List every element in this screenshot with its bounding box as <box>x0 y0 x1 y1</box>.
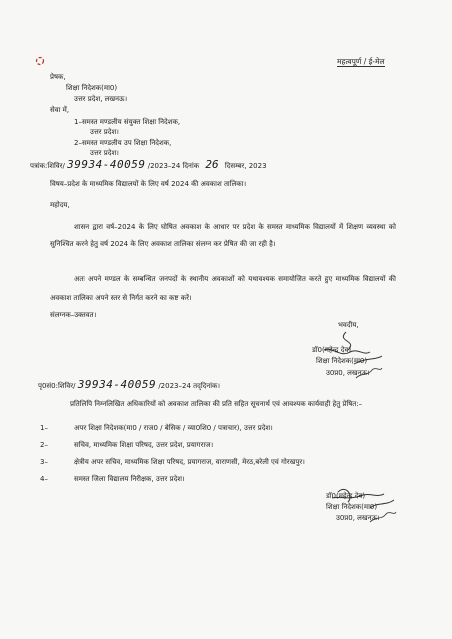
sender-place: उत्तर प्रदेश, लखनऊ। <box>74 95 128 103</box>
copy-list-item <box>40 441 305 458</box>
salutation: महोदय, <box>50 201 70 209</box>
reference-label: पत्रांक:शिविर/ <box>30 162 65 170</box>
copy-list-item <box>40 475 305 492</box>
red-mark-icon <box>34 55 46 67</box>
copy-intro: प्रतिलिपि निम्नलिखित अधिकारियों को अवकाश तालिका की प्रति सहित सूचनार्थ एवं आवश्यक कार्यवाही हेतु प्रेषित:– <box>70 400 363 408</box>
enclosure-note: संलग्नक–उक्तवत। <box>50 311 97 319</box>
recipient-1-line2: उत्तर प्रदेश। <box>90 128 119 136</box>
recipient-2-line1: 2–समस्त मण्डलीय उप शिक्षा निदेशक, <box>74 139 172 147</box>
signatory-2-place: उ0प्र0, लखनऊ। <box>336 514 380 522</box>
to-label: सेवा में, <box>50 106 70 114</box>
classification-label: महत्वपूर्ण / ई-मेल <box>337 57 385 66</box>
reference-line <box>30 158 267 172</box>
signatory-1-place: उ0प्र0, लखनऊ। <box>326 369 370 377</box>
body-paragraph-1: शासन द्वारा वर्ष–2024 के लिए घोषित अवकाश के आधार पर प्रदेश के समस्त माध्यमिक विद्यालयों में शिक्षण व्यवस्था को सुनिश्चित करने हेतु वर्ष 2024 के लिए अवकाश तालिका संलग्न कर प्रेषित की जा रही है। <box>50 223 396 248</box>
copy-list-text: समस्त जिला विद्यालय निरीक्षक, उत्तर प्रदेश। <box>74 475 185 483</box>
copy-list-num: 2– <box>40 441 48 449</box>
signatory-1-title: शिक्षा निदेशक(मा0) <box>316 357 368 365</box>
copy-list-item <box>40 424 305 441</box>
copy-reference-line <box>38 378 220 392</box>
sender-title: शिक्षा निदेशक(मा0) <box>66 84 118 92</box>
copy-list-item <box>40 458 305 475</box>
copy-reference-label: पृ0सं0:शिविर/ <box>38 382 76 390</box>
copy-reference-number-handwritten: 39934-40059 <box>77 378 157 391</box>
copy-list <box>40 424 305 492</box>
subject-line: विषय–प्रदेश के माध्यमिक विद्यालयों के लिए वर्ष 2024 की अवकाश तालिका। <box>50 180 247 188</box>
signatory-2-title: शिक्षा निदेशक(मा0) <box>326 503 378 511</box>
copy-list-text: अपर शिक्षा निदेशक(मा0 / राज0 / बेसिक / व्या0शि0 / पत्राचार), उत्तर प्रदेश। <box>74 424 273 432</box>
copy-list-text: सचिव, माध्यमिक शिक्षा परिषद, उत्तर प्रदेश, प्रयागराज। <box>74 441 214 449</box>
reference-suffix: /2023–24 दिनांक <box>147 162 200 170</box>
recipient-2-line2: उत्तर प्रदेश। <box>90 149 119 157</box>
initials-1-mark <box>354 362 384 384</box>
copy-list-text: क्षेत्रीय अपर सचिव, माध्यमिक शिक्षा परिषद, प्रयागराज, वाराणसी, मेरठ,बरेली एवं गोरखपुर। <box>74 458 305 466</box>
closing: भवदीय, <box>338 321 359 329</box>
reference-day-handwritten: 26 <box>205 158 219 171</box>
copy-list-num: 3– <box>40 458 48 466</box>
copy-list-num: 4– <box>40 475 48 483</box>
reference-number-handwritten: 39934-40059 <box>67 158 146 171</box>
body-paragraph-2: अतः अपने मण्डल के सम्बन्धित जनपदों के स्थानीय अवकाशों को यथावश्यक समायोजित करते हुए माध्यमिक विद्यालयों की अवकाश तालिका अपने स्तर से निर्गत करने का कष्ट करें। <box>50 275 396 302</box>
signatory-2-name: डॉ0(महेन्द्र देव) <box>326 492 366 500</box>
signatory-1-name: डॉ0(महेन्द्र देव) <box>312 346 352 354</box>
from-label: प्रेषक, <box>50 73 66 81</box>
copy-reference-suffix: /2023–24 तद्‌दिनांक। <box>158 382 221 390</box>
recipient-1-line1: 1–समस्त मण्डलीय संयुक्त शिक्षा निदेशक, <box>74 118 181 126</box>
copy-list-num: 1– <box>40 424 48 432</box>
initials-2-mark <box>368 506 398 528</box>
reference-month-year: दिसम्बर, 2023 <box>224 162 267 170</box>
